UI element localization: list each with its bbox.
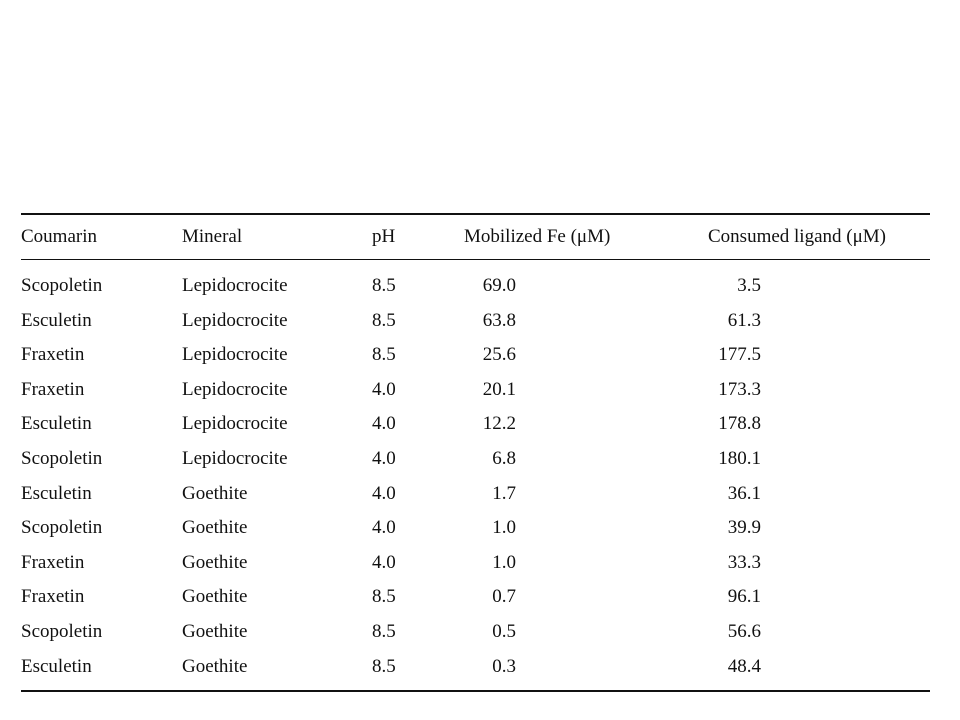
cell-mobilized-fe: 0.3 [492, 655, 516, 677]
cell-coumarin: Esculetin [21, 413, 92, 435]
cell-coumarin: Fraxetin [21, 344, 85, 366]
table-row [21, 477, 930, 512]
table-row [21, 442, 930, 477]
table-row [21, 338, 930, 373]
cell-mobilized-fe: 6.8 [492, 447, 516, 469]
cell-mobilized-fe: 0.5 [492, 620, 516, 642]
cell-coumarin: Scopoletin [21, 620, 103, 642]
cell-mobilized-fe: 69.0 [482, 275, 516, 296]
cell-consumed-ligand: 36.1 [727, 482, 761, 504]
cell-coumarin: Scopoletin [21, 447, 103, 469]
header-mobilized-fe: Mobilized Fe (μM) [464, 226, 611, 247]
cell-ph: 4.0 [372, 551, 396, 573]
header-coumarin: Coumarin [21, 226, 97, 247]
cell-mineral: Lepidocrocite [182, 309, 288, 331]
cell-mineral: Goethite [182, 482, 248, 504]
cell-mineral: Lepidocrocite [182, 413, 288, 435]
cell-mineral: Lepidocrocite [182, 378, 288, 400]
cell-consumed-ligand: 39.9 [727, 517, 761, 539]
cell-consumed-ligand: 173.3 [718, 378, 761, 400]
table-row [21, 373, 930, 408]
cell-consumed-ligand: 3.5 [737, 275, 761, 296]
cell-mobilized-fe: 1.0 [492, 517, 516, 539]
cell-consumed-ligand: 61.3 [727, 309, 761, 331]
cell-ph: 4.0 [372, 378, 396, 400]
table-row [21, 580, 930, 615]
cell-consumed-ligand: 48.4 [727, 655, 761, 677]
cell-consumed-ligand: 33.3 [727, 551, 761, 573]
cell-mineral: Goethite [182, 517, 248, 539]
cell-mineral: Goethite [182, 586, 248, 608]
cell-ph: 8.5 [372, 275, 396, 296]
cell-mineral: Goethite [182, 655, 248, 677]
cell-ph: 8.5 [372, 344, 396, 366]
header-consumed-ligand: Consumed ligand (μM) [708, 226, 887, 247]
cell-coumarin: Esculetin [21, 309, 92, 331]
cell-ph: 8.5 [372, 620, 396, 642]
table-header-row [21, 215, 930, 259]
cell-mobilized-fe: 63.8 [482, 309, 516, 331]
cell-consumed-ligand: 178.8 [718, 413, 761, 435]
cell-mobilized-fe: 1.7 [492, 482, 516, 504]
cell-mobilized-fe: 0.7 [492, 586, 516, 608]
table-row [21, 650, 930, 685]
cell-coumarin: Fraxetin [21, 378, 85, 400]
cell-consumed-ligand: 56.6 [727, 620, 761, 642]
cell-mobilized-fe: 12.2 [482, 413, 516, 435]
cell-mobilized-fe: 1.0 [492, 551, 516, 573]
cell-consumed-ligand: 177.5 [718, 344, 761, 366]
cell-ph: 4.0 [372, 447, 396, 469]
table-row [21, 615, 930, 650]
cell-mobilized-fe: 25.6 [482, 344, 516, 366]
cell-coumarin: Fraxetin [21, 551, 85, 573]
cell-mineral: Lepidocrocite [182, 275, 288, 296]
cell-ph: 8.5 [372, 309, 396, 331]
cell-consumed-ligand: 180.1 [718, 447, 761, 469]
table-bottom-rule [21, 690, 930, 692]
cell-coumarin: Esculetin [21, 482, 92, 504]
table-row [21, 511, 930, 546]
cell-ph: 4.0 [372, 482, 396, 504]
cell-coumarin: Esculetin [21, 655, 92, 677]
cell-ph: 4.0 [372, 413, 396, 435]
header-ph: pH [372, 226, 396, 247]
cell-mobilized-fe: 20.1 [482, 378, 516, 400]
header-mineral: Mineral [182, 226, 243, 247]
table-body [21, 260, 930, 690]
table-row [21, 269, 930, 304]
cell-mineral: Lepidocrocite [182, 344, 288, 366]
cell-ph: 4.0 [372, 517, 396, 539]
cell-mineral: Goethite [182, 551, 248, 573]
cell-mineral: Lepidocrocite [182, 447, 288, 469]
cell-ph: 8.5 [372, 655, 396, 677]
data-table [21, 213, 930, 692]
cell-ph: 8.5 [372, 586, 396, 608]
cell-coumarin: Fraxetin [21, 586, 85, 608]
table-row [21, 407, 930, 442]
cell-coumarin: Scopoletin [21, 517, 103, 539]
cell-coumarin: Scopoletin [21, 275, 103, 296]
cell-consumed-ligand: 96.1 [727, 586, 761, 608]
table-row [21, 304, 930, 339]
table-row [21, 546, 930, 581]
cell-mineral: Goethite [182, 620, 248, 642]
